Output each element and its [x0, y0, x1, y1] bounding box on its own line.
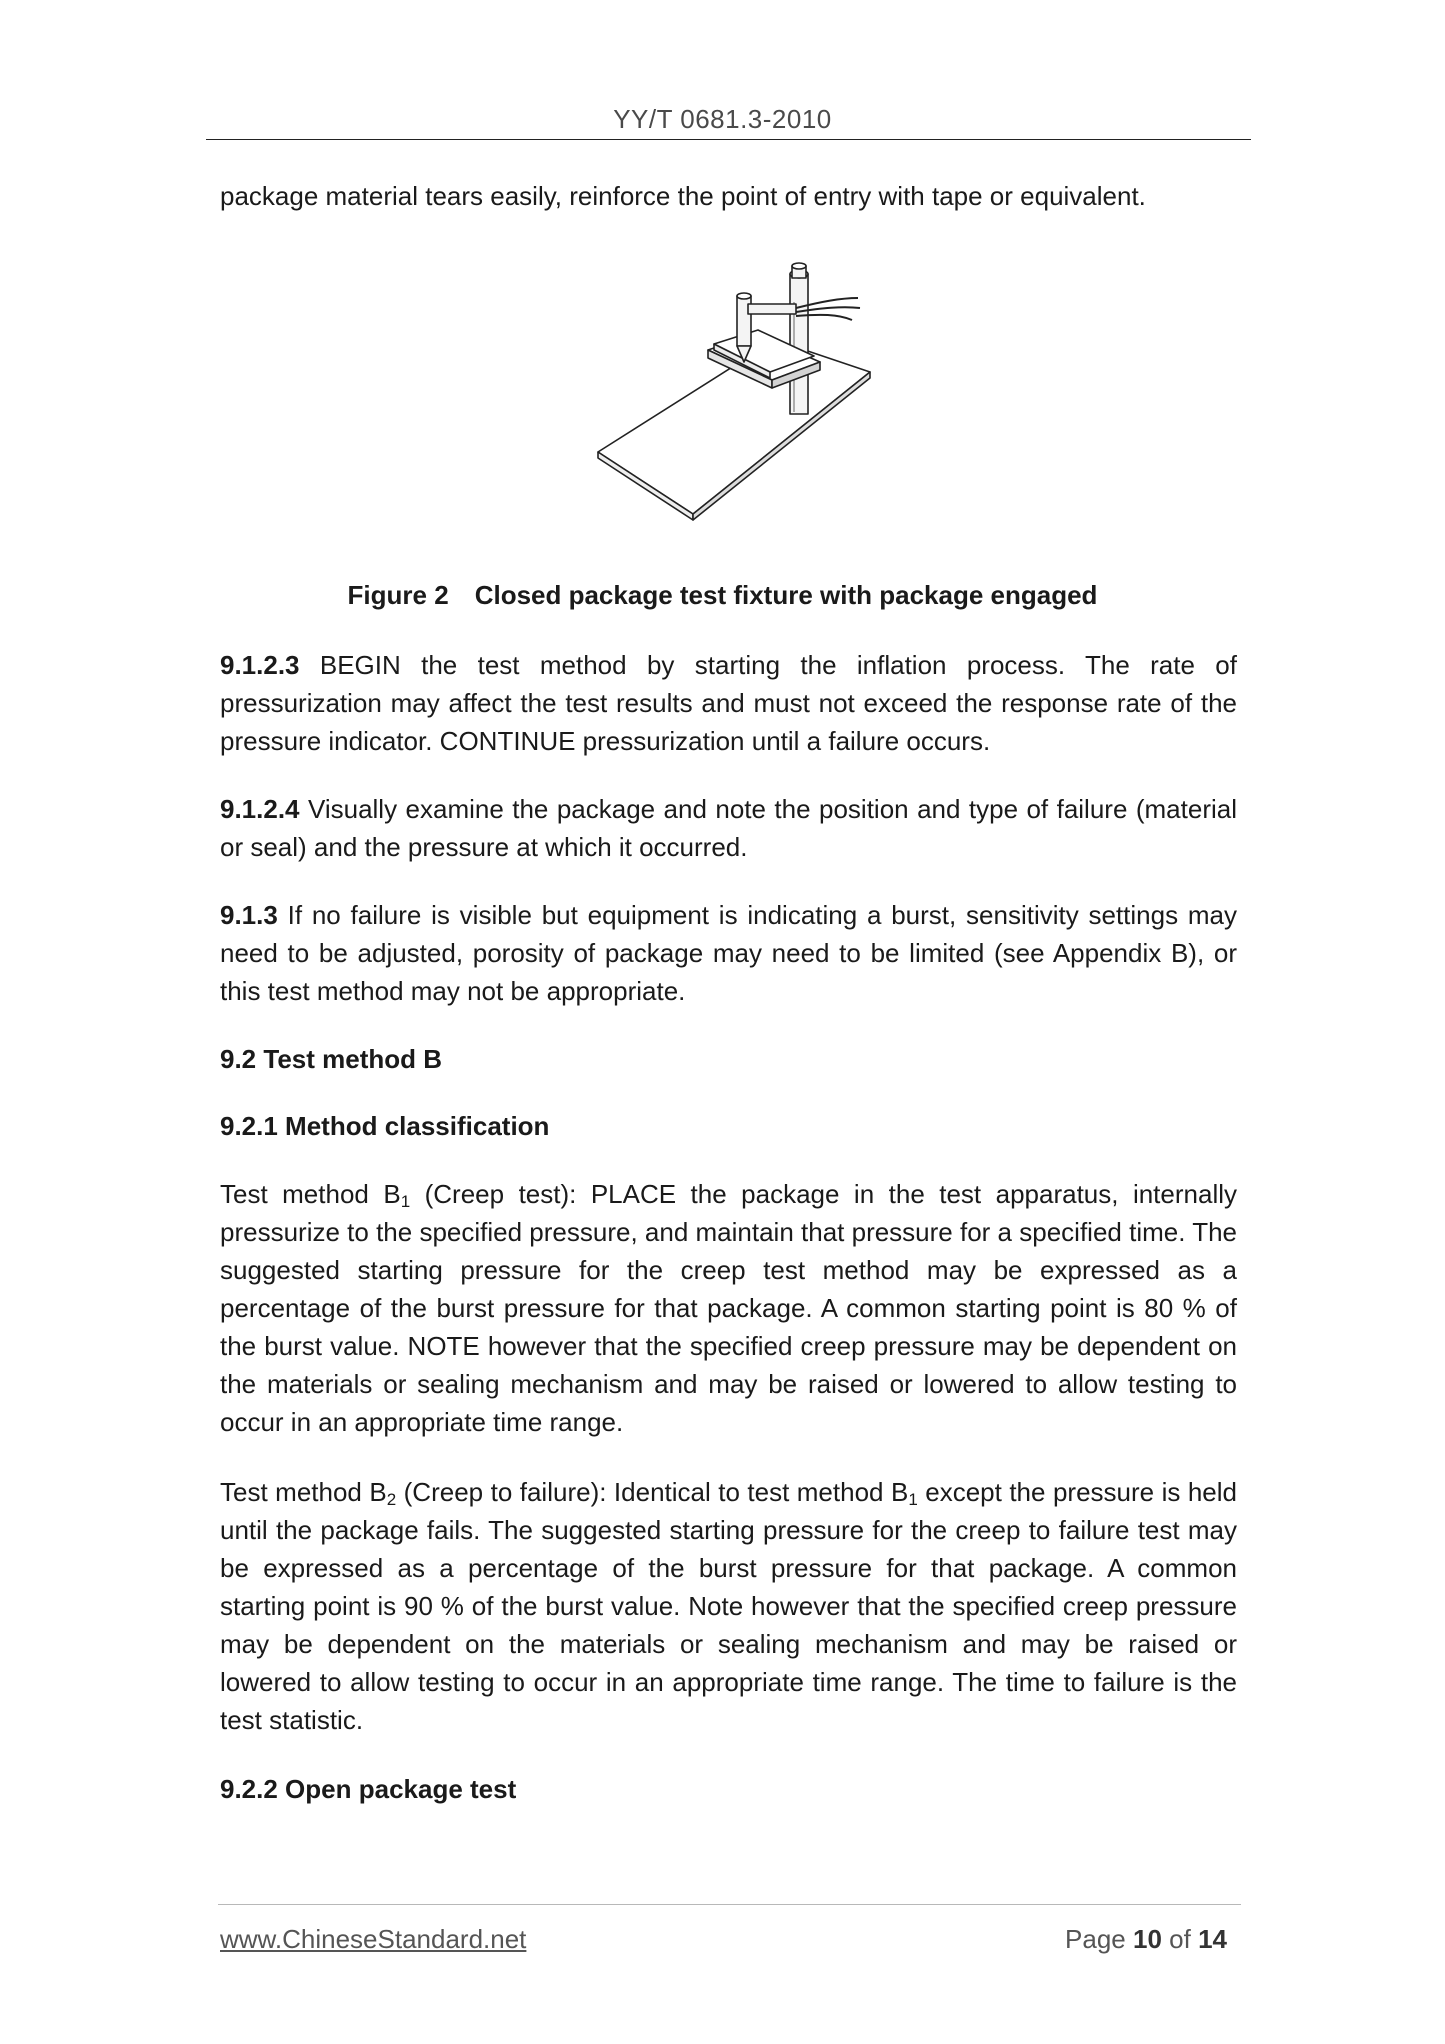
- section-text: If no failure is visible but equipment is indicating a burst, sensitivity settings may need to be adjusted, porosity of package may need to be limited (see Appendix B), or this test method may not be appropriate.: [220, 900, 1237, 1006]
- section-text: BEGIN the test method by starting the inflation process. The rate of pressurization may affect the test results and must not exceed the response rate of the pressure indicator. CONTINUE pressurization until a failure occurs.: [220, 650, 1237, 756]
- test-fixture-illustration: [590, 262, 880, 526]
- heading-9-2-1: 9.2.1 Method classification: [220, 1111, 550, 1141]
- figure-caption: [0, 580, 1445, 611]
- section-9-1-2-3: [220, 646, 1237, 760]
- section-9-1-2-4: [220, 790, 1237, 866]
- heading-9-2-2: 9.2.2 Open package test: [220, 1774, 517, 1804]
- intro-paragraph: package material tears easily, reinforce the point of entry with tape or equivalent.: [220, 181, 1146, 211]
- section-9-1-3: [220, 896, 1237, 1010]
- section-number: 9.1.3: [220, 900, 278, 930]
- figure-number: Figure 2: [347, 580, 449, 610]
- heading-9-2: 9.2 Test method B: [220, 1044, 443, 1074]
- section-number: 9.1.2.4: [220, 794, 300, 824]
- total-pages: 14: [1198, 1924, 1227, 1954]
- footer-divider: [218, 1904, 1241, 1905]
- section-text: Visually examine the package and note the position and type of failure (material or seal) and the pressure at which it occurred.: [220, 794, 1237, 862]
- header-divider: [206, 139, 1251, 140]
- figure-title: Closed package test fixture with package engaged: [474, 580, 1098, 610]
- current-page: 10: [1133, 1924, 1162, 1954]
- paragraph-method-b1: Test method $B_1$ (Creep test): PLACE the package in the test apparatus, internally pressurize to the specified pressure, and maintain that pressure for a specified time. The suggested starting pressure for the creep test method may be expressed as a percentage of the burst pressure for that package. A common starting point is 80 % of the burst value. NOTE however that the specified creep pressure may be dependent on the materials or sealing mechanism and may be raised or lowered to allow testing to occur in an appropriate time range.: [220, 1179, 1237, 1437]
- section-number: 9.1.2.3: [220, 650, 300, 680]
- paragraph-method-b2: Test method $B_2$ (Creep to failure): Identical to test method $B_1$ except the pressure is held until the package fails. The suggested starting pressure for the creep to failure test may be expressed as a percentage of the burst pressure for that package. A common starting point is 90 % of the burst value. Note however that the specified creep pressure may be dependent on the materials or sealing mechanism and may be raised or lowered to allow testing to occur in an appropriate time range. The time to failure is the test statistic.: [220, 1477, 1237, 1735]
- page-indicator: Page 10 of 14: [1065, 1924, 1227, 1954]
- document-code: YY/T 0681.3-2010: [613, 104, 832, 134]
- fixture-post: [790, 274, 808, 414]
- website-link[interactable]: www.ChineseStandard.net: [220, 1924, 527, 1954]
